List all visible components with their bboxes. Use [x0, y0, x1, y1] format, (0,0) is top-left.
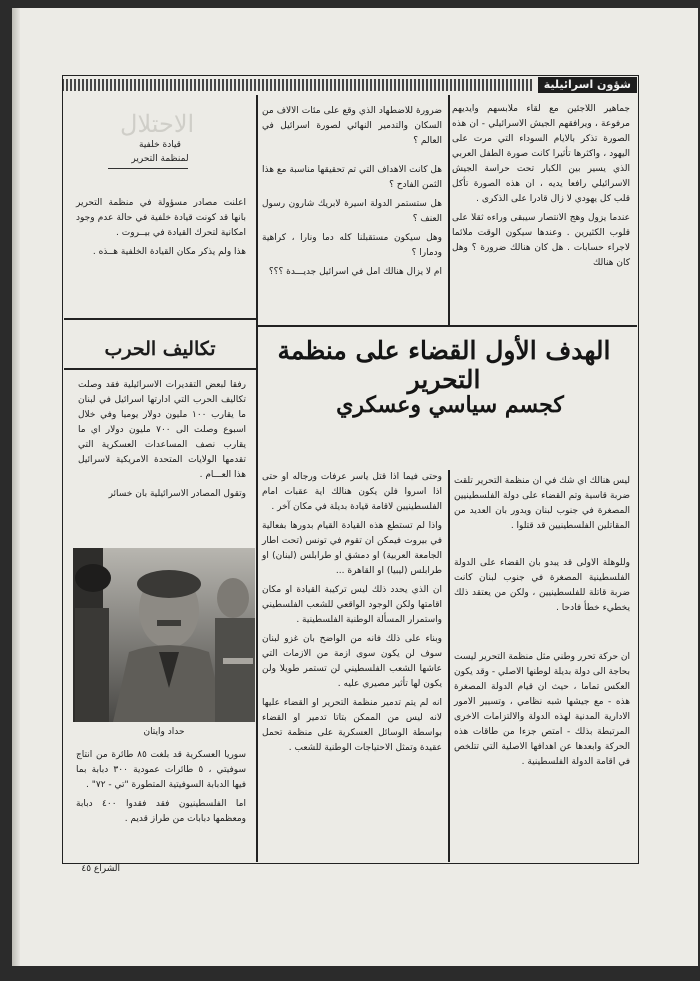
sidebar-heading-line: لمنظمة التحرير [131, 154, 189, 164]
box-body [78, 378, 246, 506]
column-rule-bottom [448, 470, 450, 862]
column-rule-left [256, 95, 258, 862]
paragraph: هذا ولم يذكر مكان القيادة الخلفية هــذه . [92, 247, 246, 257]
body-right-column [454, 474, 630, 774]
headline: الهدف الأول القضاء على منظمة التحرير [277, 336, 611, 394]
paragraph: انه لم يتم تدمير منظمة التحرير او القضاء عليها لانه ليس من الممكن بتاتا تدمير او القضاء بواسطة الوسائل العسكرية على منظمة تحمل عقيدة وتمثل الاحتياجات الوطنية للشعب . [262, 698, 442, 753]
paragraph: هل كانت الاهداف التي تم تحقيقها مناسبة مع هذا الثمن الفادح ؟ [262, 165, 442, 190]
paragraph: اما الفلسطينيون فقد فقدوا ٤٠٠ دبابة ومعظمها دبابات من طراز قديم . [76, 799, 246, 824]
paragraph: عندما يزول وهج الانتصار سيبقى وراءه ثقلا على قلوب الكثيرين . وعندها سيكون الوقت ملائما لاجراء حسابات . هل كان هنالك ضرورة ؟ وهل كان هنالك [452, 213, 630, 268]
box-title: تكاليف الحرب [104, 338, 216, 360]
paragraph: جماهير اللاجئين مع لقاء ملابسهم وايديهم مرفوعة ، ويرافقهم الجيش الاسرائيلي - ان هذه الصورة تذكر بالايام السوداء التي مرت على اليهود ، واكثرها تأثيرا كانت صورة الطفل العربي الذي يسير بين الكبار تحت حراسة الجيش الاسرائيلي رافعا يديه ، ان هذه الصورة تأكل قلب كل يهودي لا زال قادرا على الذكرى . [452, 104, 630, 204]
paragraph: ام لا يزال هنالك امل في اسرائيل جديـــدة ؟؟؟ [268, 267, 442, 277]
section-title: شؤون اسرائيلية [538, 77, 637, 93]
paragraph: وللوهلة الاولى قد يبدو بان القضاء على الدولة الفلسطينية المصغرة في جنوب لبنان كانت ضربة قاتلة للفلسطينيين ، ولكن من يعتقد ذلك يخطيء خطأ فادحا . [454, 558, 630, 613]
paragraph: سوريا العسكرية قد بلغت ٨٥ طائرة من انتاج سوفيتي ، ٥ طائرات عمودية ٣٠٠ دبابة بما فيها الدبابة السوفيتية المتطورة "تي - ٧٢" . [76, 750, 246, 790]
news-photo [73, 548, 255, 722]
ornament-border [62, 79, 534, 91]
body-middle-column [262, 470, 442, 760]
page-spine [12, 8, 20, 966]
paragraph: اعلنت مصادر مسؤولة في منظمة التحرير بانها قد كونت قيادة خلفية في حالة عدم وجود امكانية لتحرك القيادة في بيــروت . [76, 198, 246, 238]
paragraph: ليس هنالك اي شك في ان منظمة التحرير تلقت ضربة قاسية وتم القضاء على دولة الفلسطينيين المصغرة في جنوب لبنان ويدور بان العديد من المقاتلين الفلسطينيين قد قتلوا . [454, 476, 630, 531]
sidebar-heading-underline [108, 168, 188, 169]
section-band [62, 77, 637, 93]
sidebar-body [76, 196, 246, 264]
sidebar-rule [64, 318, 256, 320]
paragraph: هل ستستمر الدولة اسيرة لابريك شارون رسول العنف ؟ [262, 199, 442, 224]
box-title-rule [64, 368, 256, 370]
box-tail [76, 748, 246, 831]
column-rule-top [448, 95, 450, 325]
photo-caption: حداد وايتان [143, 727, 185, 737]
paragraph: رفقا لبعض التقديرات الاسرائيلية فقد وصلت تكاليف الحرب التي ادارتها اسرائيل في لبنان ما يقارب ١٠٠ مليون دولار يوميا وفي خلال اسبوع وصلت الى ٧٠٠ مليون دولار اي ما يقارب نصف المساعدات العسكرية التي تقدمها الولايات المتحدة الامريكية لاسرائيل هذا العـــام . [78, 380, 247, 480]
paragraph: وحتى فيما اذا قتل ياسر عرفات ورجاله او حتى اذا اسروا فلن يكون هنالك اية عقبات امام الفلسطينيين لاقامة قيادة بديلة في مكان آخر . [262, 472, 442, 512]
paragraph: ان الذي يحدد ذلك ليس تركيبة القيادة او مكان اقامتها ولكن الوجود الواقعي للشعب الفلسطيني واستمرار المسألة الوطنية الفلسطينية . [262, 585, 442, 625]
paragraph: ضرورة للاضطهاد الذي وقع على مئات الالاف من السكان والتدمير النهائي لصورة اسرائيل في العالم ؟ [262, 106, 442, 146]
paragraph: واذا لم تستطع هذه القيادة القيام بدورها بفعالية في بيروت فيمكن ان تقوم في تونس (تحت اطار الجامعة العربية) او دمشق او طرابلس (لبنان) او طرابلس (ليبيا) او القاهرة ... [262, 521, 442, 576]
sidebar-heading-line: قيادة خلفية [139, 140, 181, 150]
bleed-through-text: الاحتلال [120, 110, 195, 138]
top-right-column [452, 102, 630, 275]
headline-rule [256, 325, 637, 327]
subheadline: كجسم سياسي وعسكري [336, 392, 564, 418]
paragraph: وهل سيكون مستقبلنا كله دما ونارا ، كراهية ودمارا ؟ [262, 233, 442, 258]
paragraph: وبناء على ذلك فانه من الواضح بان غزو لبنان سوف لن يكون سوى ازمة من الازمات التي عاشها الشعب الفلسطيني لن تستمر طويلا ولن يكون لها تأثير مصيري عليه . [262, 634, 442, 689]
sidebar-heading [80, 138, 240, 166]
paragraph: وتقول المصادر الاسرائيلية بان خسائر [108, 489, 246, 499]
top-middle-column [262, 104, 442, 284]
paragraph: ان حركة تحرر وطني مثل منظمة التحرير ليست بحاجة الى دولة بديلة لوطنها الاصلي - وقد يكون العكس تماما ، حيث ان قيام الدولة المصغرة هذه - مع جيشها شبه نظامي ، وتسيير الامور الادارية المدنية لهذه الدولة والالتزامات الاخرى المرتبطة بذلك - امتص جزءا من طاقات هذه الحركة وابعدها عن اهدافها الاصلية التي تتلخص في اقامة الدولة الفلسطينية . [454, 652, 630, 767]
page-footer: الشراع ٤٥ [81, 864, 120, 874]
